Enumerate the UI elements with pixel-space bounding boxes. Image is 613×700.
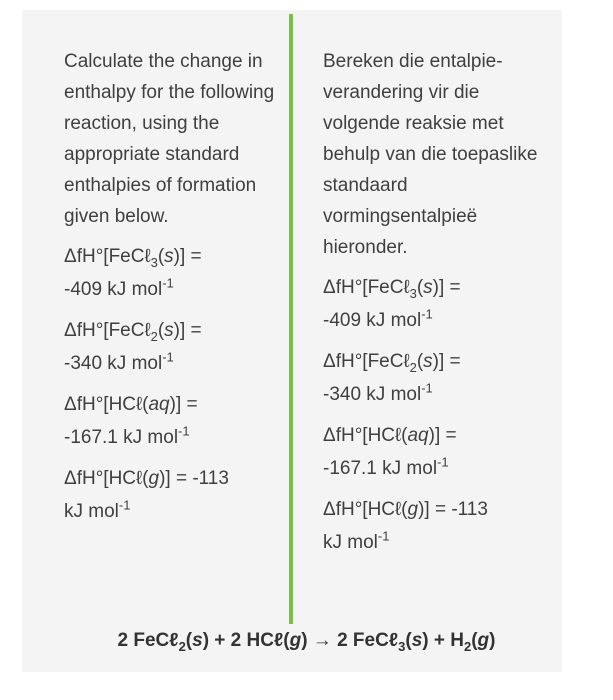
afrikaans-intro: Bereken die entalpie-verandering vir die volgende reaksie met behulp van die toepaslike standaard vormingsentalpieë hieronder. [323, 51, 538, 258]
afrikaans-entry-fecl2: ΔfH°[FeCℓ$_2$(s)] = -340 kJ mol$^{-1}$ [323, 351, 461, 405]
english-entry-fecl3: ΔfH°[FeCℓ$_3$(s)] = -409 kJ mol$^{-1}$ [64, 246, 202, 300]
english-entry-fecl2: ΔfH°[FeCℓ$_2$(s)] = -340 kJ mol$^{-1}$ [64, 320, 202, 374]
afrikaans-column [323, 46, 538, 567]
english-column [64, 46, 276, 536]
english-entry-hcl-g: ΔfH°[HCℓ(g)] = -113 kJ mol$^{-1}$ [64, 468, 229, 522]
reaction-equation: 2 FeCℓ$_2$(s) + 2 HCℓ(g) → 2 FeCℓ$_3$(s) + $H_2(g)$ [117, 630, 496, 654]
afrikaans-entry-hcl-aq: ΔfH°[HCℓ(aq)] = -167.1 kJ mol$^{-1}$ [323, 425, 457, 479]
afrikaans-entry-fecl3: ΔfH°[FeCℓ$_3$(s)] = -409 kJ mol$^{-1}$ [323, 277, 461, 331]
afrikaans-entry-hcl-g: ΔfH°[HCℓ(g)] = -113 kJ mol$^{-1}$ [323, 499, 488, 553]
column-divider [289, 14, 293, 624]
english-entry-hcl-aq: ΔfH°[HCℓ(aq)] = -167.1 kJ mol$^{-1}$ [64, 394, 198, 448]
english-intro: Calculate the change in enthalpy for the following reaction, using the appropriate standard enthalpies of formation given below. [64, 51, 275, 227]
